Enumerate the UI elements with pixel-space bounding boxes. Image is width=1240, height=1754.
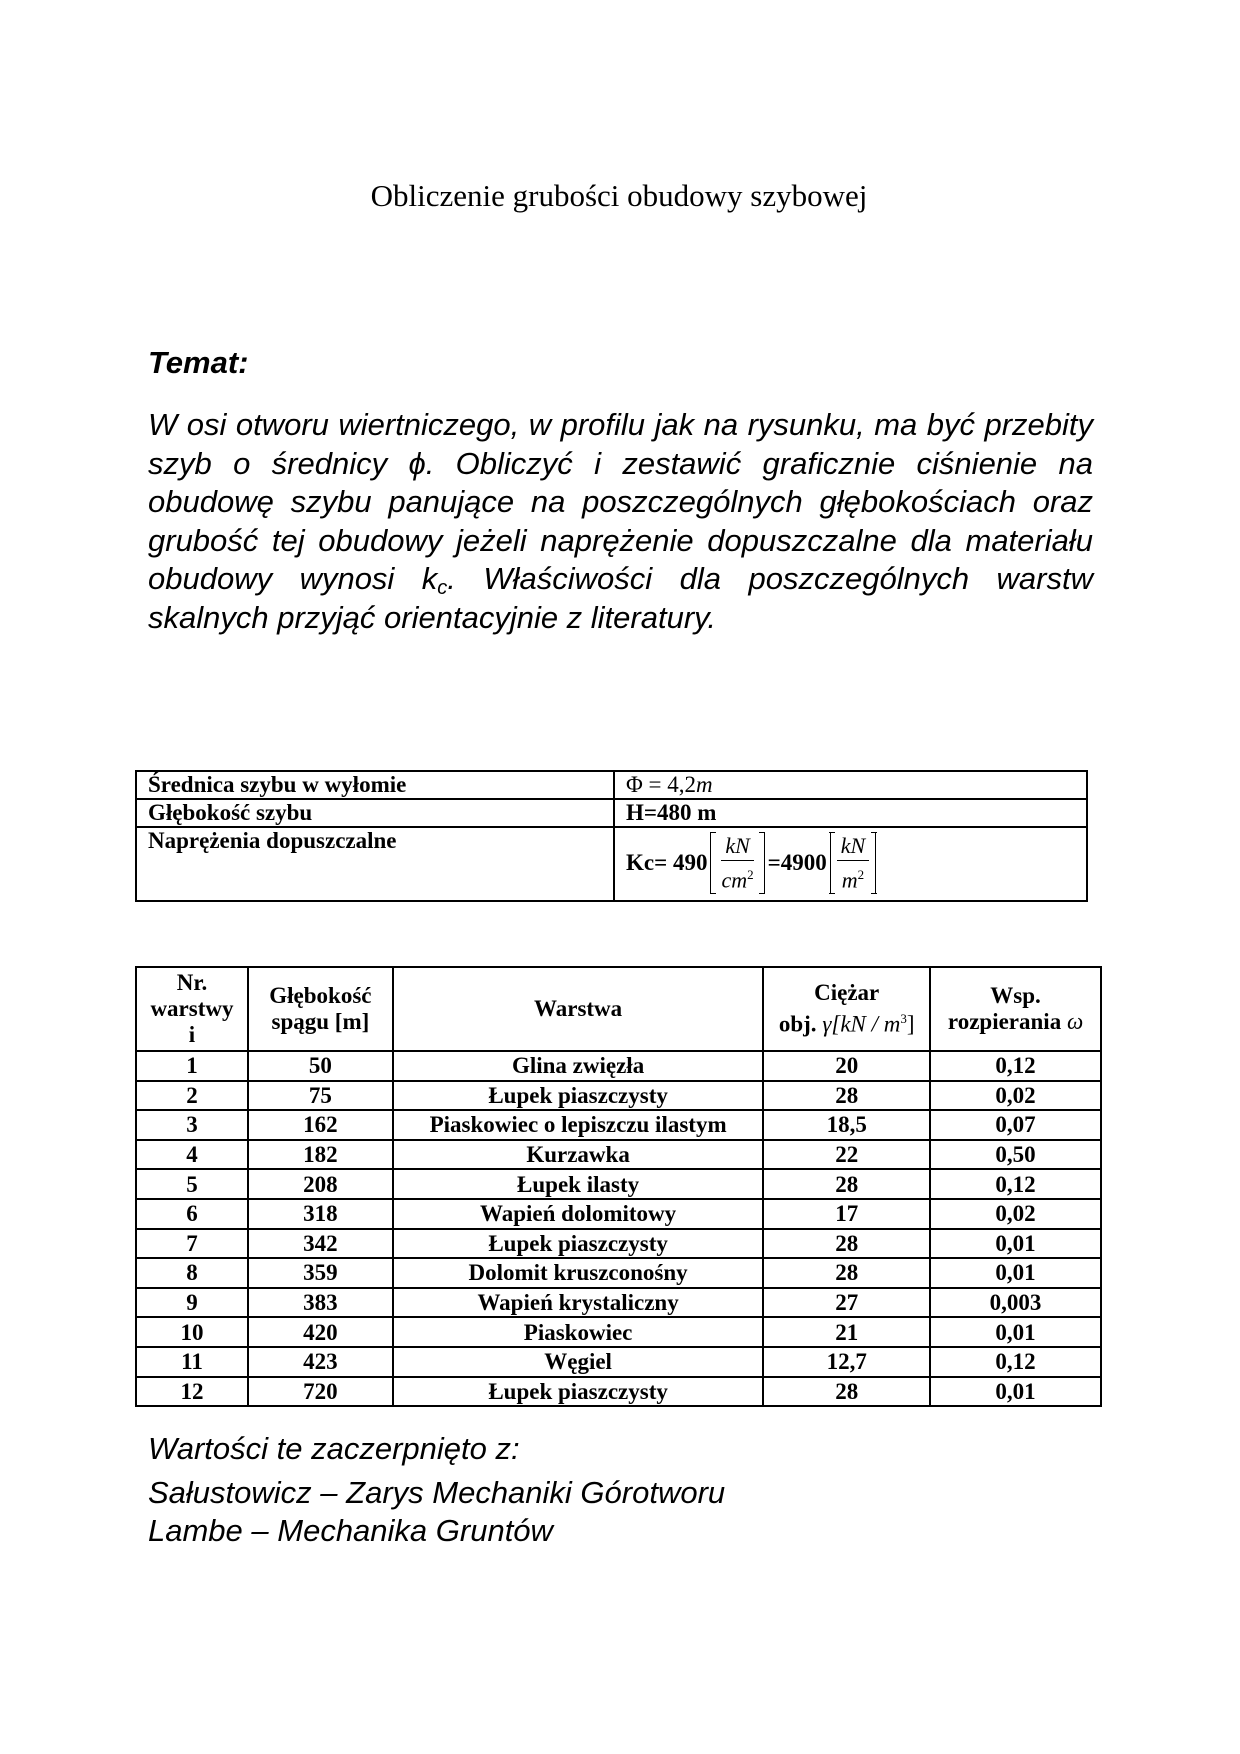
topic-text-part3: . Właściwości dla poszczególnych warstw skalnych przyjąć orientacyjnie z literatury. bbox=[148, 561, 1093, 635]
cell-layer-name: Łupek piaszczysty bbox=[393, 1229, 763, 1259]
cell-bottom-depth: 359 bbox=[248, 1258, 393, 1288]
cell-spreading-coefficient: 0,02 bbox=[930, 1199, 1101, 1229]
kc-subscript: c bbox=[437, 577, 448, 599]
topic-text-part2: . Obliczyć i zestawić graficznie ciśnienie na obudowę szybu panujące na poszczególnych głębokościach oraz grubość tej obudowy jeżeli naprężenie dopuszczalne dla materiału obudowy wynosi k bbox=[148, 445, 1093, 596]
unit1-numerator: kN bbox=[721, 832, 753, 861]
cell-layer-number: 9 bbox=[136, 1288, 248, 1318]
cell-layer-number: 5 bbox=[136, 1169, 248, 1199]
table-row bbox=[136, 1110, 1101, 1140]
parameters-table bbox=[135, 770, 1088, 902]
param-row-stress bbox=[136, 827, 1087, 901]
cell-layer-number: 11 bbox=[136, 1347, 248, 1377]
cell-spreading-coefficient: 0,12 bbox=[930, 1347, 1101, 1377]
cell-spreading-coefficient: 0,01 bbox=[930, 1258, 1101, 1288]
header-unit-weight: Ciężar obj. $\gamma[kN / m^3]$ bbox=[763, 967, 930, 1051]
cell-spreading-coefficient: 0,12 bbox=[930, 1169, 1101, 1199]
cell-bottom-depth: 182 bbox=[248, 1140, 393, 1170]
cell-unit-weight: 28 bbox=[763, 1081, 930, 1111]
table-row bbox=[136, 1347, 1101, 1377]
source-item: Lambe – Mechanika Gruntów bbox=[148, 1513, 553, 1548]
unit-bracket-1 bbox=[710, 832, 764, 894]
cell-spreading-coefficient: 0,01 bbox=[930, 1229, 1101, 1259]
formula-lhs: Kc= 490 bbox=[626, 850, 708, 876]
cell-layer-name: Piaskowiec o lepiszczu ilastym bbox=[393, 1110, 763, 1140]
layers-table-body bbox=[136, 1051, 1101, 1406]
table-row bbox=[136, 1288, 1101, 1318]
cell-layer-name: Dolomit kruszconośny bbox=[393, 1258, 763, 1288]
table-row bbox=[136, 1258, 1101, 1288]
cell-unit-weight: 28 bbox=[763, 1377, 930, 1407]
cell-bottom-depth: 75 bbox=[248, 1081, 393, 1111]
cell-layer-name: Łupek piaszczysty bbox=[393, 1377, 763, 1407]
cell-layer-number: 10 bbox=[136, 1317, 248, 1347]
sources-intro: Wartości te zaczerpnięto z: bbox=[148, 1431, 520, 1466]
cell-layer-number: 2 bbox=[136, 1081, 248, 1111]
header-bottom-depth: Głębokość spągu [m] bbox=[248, 967, 393, 1051]
header-layer-number: Nr. warstwy i bbox=[136, 967, 248, 1051]
topic-text bbox=[148, 406, 1093, 637]
cell-spreading-coefficient: 0,003 bbox=[930, 1288, 1101, 1318]
cell-bottom-depth: 423 bbox=[248, 1347, 393, 1377]
param-value bbox=[614, 827, 1087, 901]
cell-unit-weight: 12,7 bbox=[763, 1347, 930, 1377]
cell-bottom-depth: 420 bbox=[248, 1317, 393, 1347]
cell-bottom-depth: 162 bbox=[248, 1110, 393, 1140]
cell-bottom-depth: 342 bbox=[248, 1229, 393, 1259]
cell-layer-name: Glina zwięzła bbox=[393, 1051, 763, 1081]
cell-layer-name: Piaskowiec bbox=[393, 1317, 763, 1347]
cell-bottom-depth: 50 bbox=[248, 1051, 393, 1081]
table-row bbox=[136, 1051, 1101, 1081]
cell-unit-weight: 28 bbox=[763, 1169, 930, 1199]
cell-bottom-depth: 208 bbox=[248, 1169, 393, 1199]
param-value bbox=[614, 771, 1087, 799]
cell-spreading-coefficient: 0,02 bbox=[930, 1081, 1101, 1111]
cell-layer-name: Wapień krystaliczny bbox=[393, 1288, 763, 1318]
topic-text-part1: W osi otworu wiertniczego, w profilu jak na rysunku, ma być przebity szyb o średnicy bbox=[148, 407, 1093, 481]
cell-layer-number: 6 bbox=[136, 1199, 248, 1229]
cell-layer-name: Łupek ilasty bbox=[393, 1169, 763, 1199]
cell-layer-number: 8 bbox=[136, 1258, 248, 1288]
cell-unit-weight: 18,5 bbox=[763, 1110, 930, 1140]
header-layer: Warstwa bbox=[393, 967, 763, 1051]
header-spreading-coefficient: Wsp. rozpierania ω bbox=[930, 967, 1101, 1051]
formula-mid: =4900 bbox=[767, 850, 827, 876]
cell-bottom-depth: 720 bbox=[248, 1377, 393, 1407]
layers-table bbox=[135, 966, 1102, 1407]
table-row bbox=[136, 1377, 1101, 1407]
topic-label: Temat: bbox=[148, 345, 249, 380]
unit2-numerator: kN bbox=[837, 832, 869, 861]
unit2-denominator: $m^2$ bbox=[841, 867, 865, 893]
cell-spreading-coefficient: 0,07 bbox=[930, 1110, 1101, 1140]
cell-spreading-coefficient: 0,12 bbox=[930, 1051, 1101, 1081]
cell-unit-weight: 22 bbox=[763, 1140, 930, 1170]
document-title: Obliczenie grubości obudowy szybowej bbox=[370, 178, 868, 213]
table-row bbox=[136, 1317, 1101, 1347]
source-item: Sałustowicz – Zarys Mechaniki Górotworu bbox=[148, 1475, 726, 1510]
table-row bbox=[136, 1169, 1101, 1199]
phi-symbol: ϕ bbox=[408, 445, 426, 481]
param-value: H=480 m bbox=[614, 799, 1087, 827]
unit-bracket-2 bbox=[830, 832, 876, 894]
cell-spreading-coefficient: 0,01 bbox=[930, 1377, 1101, 1407]
cell-unit-weight: 17 bbox=[763, 1199, 930, 1229]
cell-unit-weight: 20 bbox=[763, 1051, 930, 1081]
cell-layer-name: Łupek piaszczysty bbox=[393, 1081, 763, 1111]
cell-spreading-coefficient: 0,01 bbox=[930, 1317, 1101, 1347]
unit1-denominator: $cm^2$ bbox=[721, 867, 754, 893]
table-row bbox=[136, 1081, 1101, 1111]
cell-unit-weight: 21 bbox=[763, 1317, 930, 1347]
param-label: Średnica szybu w wyłomie bbox=[136, 771, 614, 799]
cell-layer-name: Węgiel bbox=[393, 1347, 763, 1377]
cell-layer-number: 7 bbox=[136, 1229, 248, 1259]
table-row bbox=[136, 1229, 1101, 1259]
cell-unit-weight: 27 bbox=[763, 1288, 930, 1318]
cell-layer-number: 4 bbox=[136, 1140, 248, 1170]
layers-header-row bbox=[136, 967, 1101, 1051]
sources bbox=[148, 1430, 725, 1550]
cell-spreading-coefficient: 0,50 bbox=[930, 1140, 1101, 1170]
table-row bbox=[136, 1199, 1101, 1229]
param-row-depth bbox=[136, 799, 1087, 827]
cell-unit-weight: 28 bbox=[763, 1229, 930, 1259]
table-row bbox=[136, 1140, 1101, 1170]
cell-layer-name: Wapień dolomitowy bbox=[393, 1199, 763, 1229]
cell-layer-number: 3 bbox=[136, 1110, 248, 1140]
diameter-value: Φ = 4,2m bbox=[626, 772, 713, 797]
stress-formula bbox=[626, 832, 879, 894]
param-label: Naprężenia dopuszczalne bbox=[136, 827, 614, 901]
cell-layer-name: Kurzawka bbox=[393, 1140, 763, 1170]
cell-layer-number: 12 bbox=[136, 1377, 248, 1407]
param-row-diameter bbox=[136, 771, 1087, 799]
cell-layer-number: 1 bbox=[136, 1051, 248, 1081]
cell-bottom-depth: 383 bbox=[248, 1288, 393, 1318]
param-label: Głębokość szybu bbox=[136, 799, 614, 827]
cell-unit-weight: 28 bbox=[763, 1258, 930, 1288]
cell-bottom-depth: 318 bbox=[248, 1199, 393, 1229]
